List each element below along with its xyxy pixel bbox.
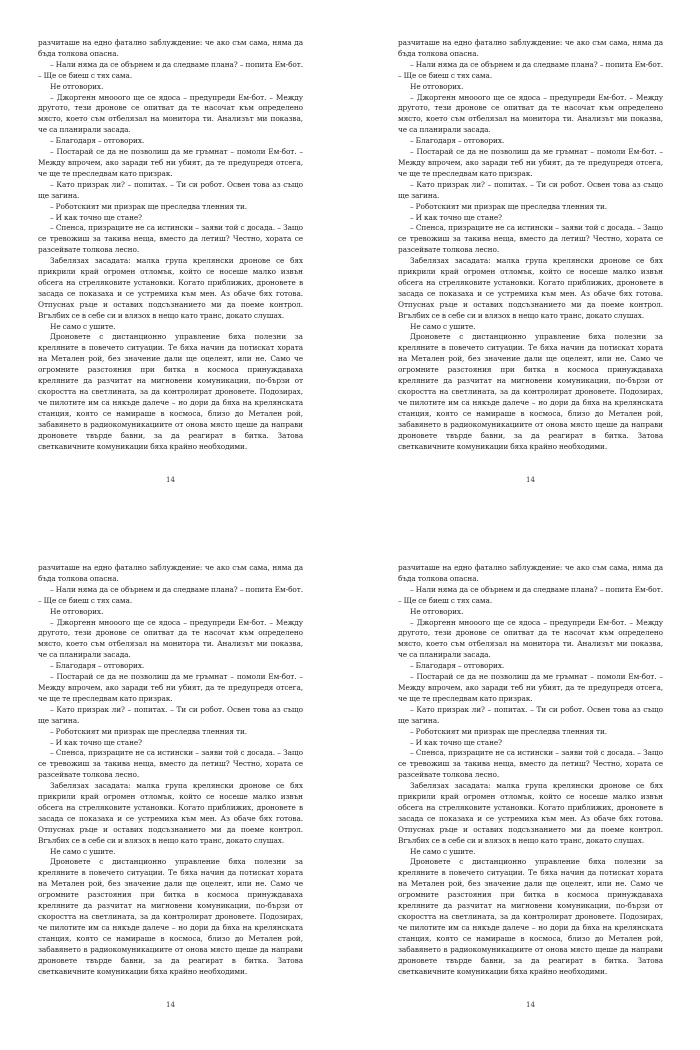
- paragraph: – Нали няма да се обърнем и да следваме плана? – попита Ем-бот. – Ще се биеш с тях сама.: [38, 584, 303, 605]
- paragraph: Дроновете с дистанционно управление бяха полезни за креляните в повечето ситуации. Те бяха начин да потискат хората на Метален рой, без значение дали ще оцелеят, или не. Само че огромните разстояния при битка в космоса принуждаваха креляните да разчитат на мигновени комуникации, по-бързи от скоростта на светлината, за да контролират дроновете. Подозирах, че пилотите им са някъде далече – но дори да бяха на крелянската станция, която се намираше в космоса, близо до Метален рой, забавянето в радиокомуникациите от онова място щеше да направи дроновете твърде бавни, за да реагират в битка. Затова светкавичните комуникации бяха крайно необходими.: [38, 332, 303, 451]
- paragraph: Не отговорих.: [50, 606, 104, 616]
- paragraph: – Благодаря – отговорих.: [410, 661, 505, 671]
- paragraph: – И как точно ще стане?: [410, 212, 503, 222]
- paragraph: Забелязах засадата: малка група крелянски дронове се бях прикрили край огромен отломък, който се носеше малко извън обсега на стреляковите установки. Когато приближих, дроновете в засада се показаха и се устремиха към мен. Аз обаче бях готова. Отпуснах ръце и оставих подсъзнанието ми да поеме контрол. Вгълбих се в себе си и влязох в нещо като транс, докато слушах.: [38, 781, 303, 845]
- book-page: [398, 38, 663, 508]
- paragraph: – Джоргенн мнооого ще се ядоса – предупреди Ем-бот. – Между другото, тези дронове се опитват да те насочат към определено място, което съм отбелязал на монитора ти. Анализът ми показва, че са планирали засада.: [38, 92, 303, 135]
- page-number: 14: [526, 1001, 535, 1009]
- paragraph: – Джоргенн мнооого ще се ядоса – предупреди Ем-бот. – Между другото, тези дронове се опитват да те насочат към определено място, което съм отбелязал на монитора ти. Анализът ми показва, че са планирали засада.: [38, 617, 303, 660]
- paragraph: – Нали няма да се обърнем и да следваме плана? – попита Ем-бот. – Ще се биеш с тях сама.: [398, 59, 663, 80]
- paragraph: – Роботският ми призрак ще преследва тленния ти.: [410, 201, 608, 211]
- paragraph: – Нали няма да се обърнем и да следваме плана? – попита Ем-бот. – Ще се биеш с тях сама.: [38, 59, 303, 80]
- paragraph: – Спенса, призраците не са истински – заяви той с досада. – Защо се тревожиш за такива неща, вместо да летиш? Честно, хората се разсейвате толкова лесно.: [38, 748, 303, 780]
- paragraph: Дроновете с дистанционно управление бяха полезни за креляните в повечето ситуации. Те бяха начин да потискат хората на Метален рой, без значение дали ще оцелеят, или не. Само че огромните разстояния при битка в космоса принуждаваха креляните да разчитат на мигновени комуникации, по-бързи от скоростта на светлината, за да контролират дроновете. Подозирах, че пилотите им са някъде далече – но дори да бяха на крелянската станция, която се намираше в космоса, близо до Метален рой, забавянето в радиокомуникациите от онова място щеше да направи дроновете твърде бавни, за да реагират в битка. Затова светкавичните комуникации бяха крайно необходими.: [398, 857, 663, 976]
- paragraph: – Постарай се да не позволиш да ме гръмнат – помоли Ем-бот. – Между впрочем, ако заради теб ни убият, да те предупредя отсега, че ще те преследвам като призрак.: [38, 147, 303, 178]
- paragraph: Не отговорих.: [410, 81, 464, 91]
- paragraph: – Благодаря – отговорих.: [50, 136, 145, 146]
- paragraph: – И как точно ще стане?: [410, 737, 503, 747]
- paragraph: – Благодаря – отговорих.: [50, 661, 145, 671]
- paragraph: – Спенса, призраците не са истински – заяви той с досада. – Защо се тревожиш за такива неща, вместо да летиш? Честно, хората се разсейвате толкова лесно.: [398, 748, 663, 780]
- paragraph: Дроновете с дистанционно управление бяха полезни за креляните в повечето ситуации. Те бяха начин да потискат хората на Метален рой, без значение дали ще оцелеят, или не. Само че огромните разстояния при битка в космоса принуждаваха креляните да разчитат на мигновени комуникации, по-бързи от скоростта на светлината, за да контролират дроновете. Подозирах, че пилотите им са някъде далече – но дори да бяха на крелянската станция, която се намираше в космоса, близо до Метален рой, забавянето в радиокомуникациите от онова място щеше да направи дроновете твърде бавни, за да реагират в битка. Затова светкавичните комуникации бяха крайно необходими.: [398, 332, 663, 451]
- paragraph: разчиташе на едно фатално заблуждение: че ако съм сама, няма да бъда толкова опасна.: [38, 563, 303, 583]
- paragraph: – Благодаря – отговорих.: [410, 136, 505, 146]
- page-number: 14: [166, 476, 175, 484]
- book-page: [38, 38, 303, 508]
- book-page: [38, 563, 303, 1033]
- paragraph: – Нали няма да се обърнем и да следваме плана? – попита Ем-бот. – Ще се биеш с тях сама.: [398, 584, 663, 605]
- paragraph: – Джоргенн мнооого ще се ядоса – предупреди Ем-бот. – Между другото, тези дронове се опитват да те насочат към определено място, което съм отбелязал на монитора ти. Анализът ми показва, че са планирали засада.: [398, 92, 663, 135]
- paragraph: – Като призрак ли? – попитах. – Ти си робот. Освен това аз също ще загина.: [38, 179, 303, 200]
- paragraph: – Роботският ми призрак ще преследва тленния ти.: [410, 726, 608, 736]
- paragraph: Забелязах засадата: малка група крелянски дронове се бях прикрили край огромен отломък, който се носеше малко извън обсега на стреляковите установки. Когато приближих, дроновете в засада се показаха и се устремиха към мен. Аз обаче бях готова. Отпуснах ръце и оставих подсъзнанието ми да поеме контрол. Вгълбих се в себе си и влязох в нещо като транс, докато слушах.: [398, 781, 663, 845]
- paragraph: разчиташе на едно фатално заблуждение: че ако съм сама, няма да бъда толкова опасна.: [38, 38, 303, 58]
- paragraph: разчиташе на едно фатално заблуждение: че ако съм сама, няма да бъда толкова опасна.: [398, 38, 663, 58]
- paragraph: – Спенса, призраците не са истински – заяви той с досада. – Защо се тревожиш за такива неща, вместо да летиш? Честно, хората се разсейвате толкова лесно.: [38, 223, 303, 255]
- paragraph: Забелязах засадата: малка група крелянски дронове се бях прикрили край огромен отломък, който се носеше малко извън обсега на стреляковите установки. Когато приближих, дроновете в засада се показаха и се устремиха към мен. Аз обаче бях готова. Отпуснах ръце и оставих подсъзнанието ми да поеме контрол. Вгълбих се в себе си и влязох в нещо като транс, докато слушах.: [398, 256, 663, 320]
- paragraph: – Постарай се да не позволиш да ме гръмнат – помоли Ем-бот. – Между впрочем, ако заради теб ни убият, да те предупредя отсега, че ще те преследвам като призрак.: [38, 672, 303, 703]
- paragraph: Не само с ушите.: [410, 321, 476, 331]
- paragraph: – Роботският ми призрак ще преследва тленния ти.: [50, 201, 248, 211]
- paragraph: – Постарай се да не позволиш да ме гръмнат – помоли Ем-бот. – Между впрочем, ако заради теб ни убият, да те предупредя отсега, че ще те преследвам като призрак.: [398, 672, 663, 703]
- paragraph: – И как точно ще стане?: [50, 212, 143, 222]
- paragraph: – Роботският ми призрак ще преследва тленния ти.: [50, 726, 248, 736]
- paragraph: разчиташе на едно фатално заблуждение: че ако съм сама, няма да бъда толкова опасна.: [398, 563, 663, 583]
- paragraph: – И как точно ще стане?: [50, 737, 143, 747]
- paragraph: – Като призрак ли? – попитах. – Ти си робот. Освен това аз също ще загина.: [398, 179, 663, 200]
- paragraph: Не отговорих.: [410, 606, 464, 616]
- paragraph: Дроновете с дистанционно управление бяха полезни за креляните в повечето ситуации. Те бяха начин да потискат хората на Метален рой, без значение дали ще оцелеят, или не. Само че огромните разстояния при битка в космоса принуждаваха креляните да разчитат на мигновени комуникации, по-бързи от скоростта на светлината, за да контролират дроновете. Подозирах, че пилотите им са някъде далече – но дори да бяха на крелянската станция, която се намираше в космоса, близо до Метален рой, забавянето в радиокомуникациите от онова място щеше да направи дроновете твърде бавни, за да реагират в битка. Затова светкавичните комуникации бяха крайно необходими.: [38, 857, 303, 976]
- paragraph: Не само с ушите.: [50, 321, 116, 331]
- paragraph: Не само с ушите.: [50, 846, 116, 856]
- paragraph: Не само с ушите.: [410, 846, 476, 856]
- paragraph: – Като призрак ли? – попитах. – Ти си робот. Освен това аз също ще загина.: [38, 704, 303, 725]
- paragraph: – Джоргенн мнооого ще се ядоса – предупреди Ем-бот. – Между другото, тези дронове се опитват да те насочат към определено място, което съм отбелязал на монитора ти. Анализът ми показва, че са планирали засада.: [398, 617, 663, 660]
- paragraph: Не отговорих.: [50, 81, 104, 91]
- paragraph: – Спенса, призраците не са истински – заяви той с досада. – Защо се тревожиш за такива неща, вместо да летиш? Честно, хората се разсейвате толкова лесно.: [398, 223, 663, 255]
- book-page: [398, 563, 663, 1033]
- page-number: 14: [526, 476, 535, 484]
- paragraph: Забелязах засадата: малка група крелянски дронове се бях прикрили край огромен отломък, който се носеше малко извън обсега на стреляковите установки. Когато приближих, дроновете в засада се показаха и се устремиха към мен. Аз обаче бях готова. Отпуснах ръце и оставих подсъзнанието ми да поеме контрол. Вгълбих се в себе си и влязох в нещо като транс, докато слушах.: [38, 256, 303, 320]
- paragraph: – Постарай се да не позволиш да ме гръмнат – помоли Ем-бот. – Между впрочем, ако заради теб ни убият, да те предупредя отсега, че ще те преследвам като призрак.: [398, 147, 663, 178]
- page-number: 14: [166, 1001, 175, 1009]
- paragraph: – Като призрак ли? – попитах. – Ти си робот. Освен това аз също ще загина.: [398, 704, 663, 725]
